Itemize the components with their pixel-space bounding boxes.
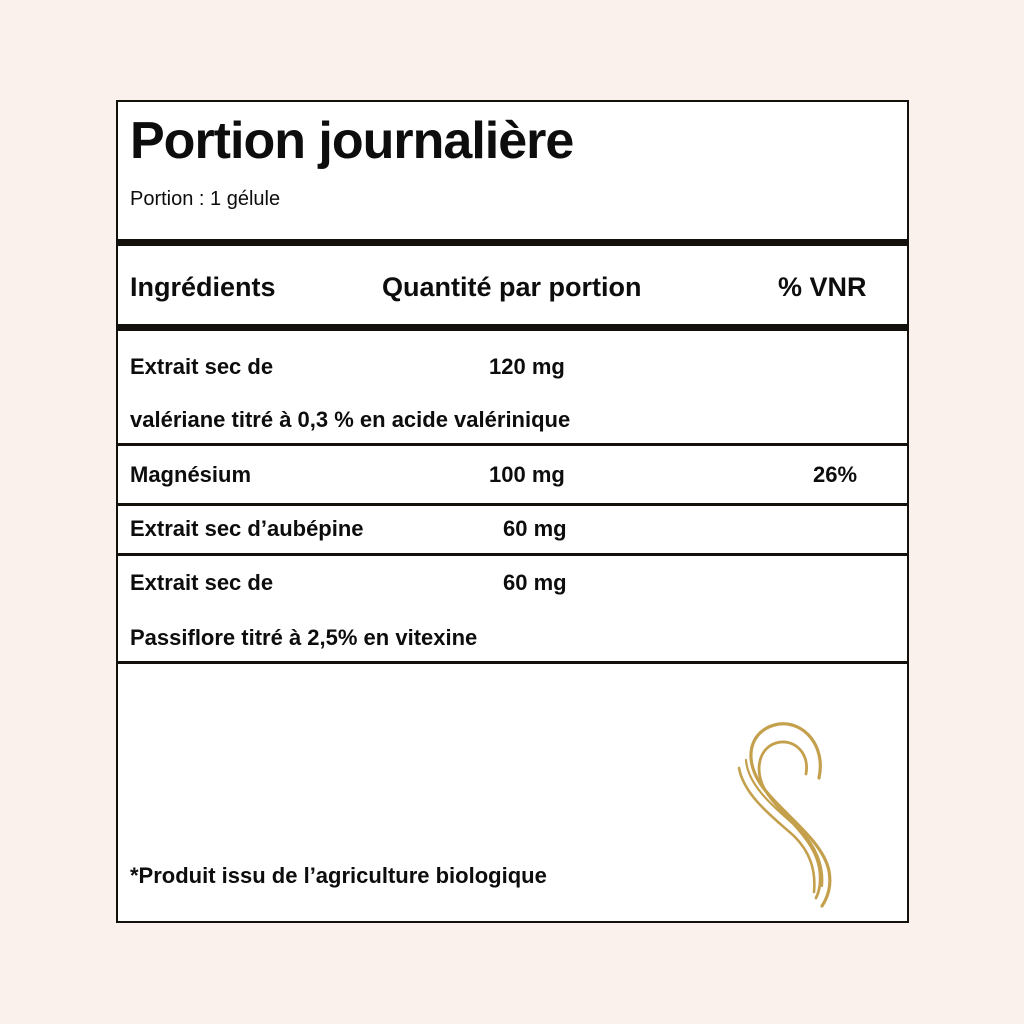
column-header-ingredients: Ingrédients <box>130 272 276 302</box>
ingredient-quantity: 60 mg <box>503 516 567 541</box>
row-divider <box>118 443 907 446</box>
header-top-divider <box>118 239 907 246</box>
column-header-vnr: % VNR <box>778 272 867 302</box>
row-divider <box>118 553 907 556</box>
ingredient-name: Extrait sec de <box>130 570 274 595</box>
row-divider <box>118 503 907 506</box>
ingredient-name-detail: Passiflore titré à 2,5% en vitexine <box>130 625 478 650</box>
ingredient-name-detail: valériane titré à 0,3 % en acide valérinique <box>130 407 571 432</box>
ingredient-vnr: 26% <box>813 462 858 487</box>
ingredient-quantity: 60 mg <box>503 570 567 595</box>
gold-swirl-logo-icon <box>734 706 849 910</box>
nutrition-panel <box>116 100 909 923</box>
serving-size: Portion : 1 gélule <box>130 188 281 210</box>
ingredient-name: Extrait sec de <box>130 354 274 379</box>
panel-title: Portion journalière <box>130 112 574 170</box>
row-divider <box>118 661 907 664</box>
ingredient-quantity: 100 mg <box>489 462 565 487</box>
header-bottom-divider <box>118 324 907 331</box>
ingredient-name: Magnésium <box>130 462 252 487</box>
ingredient-name: Extrait sec d’aubépine <box>130 516 364 541</box>
organic-footnote: *Produit issu de l’agriculture biologique <box>130 863 547 888</box>
ingredient-quantity: 120 mg <box>489 354 565 379</box>
column-header-quantity: Quantité par portion <box>382 272 642 302</box>
